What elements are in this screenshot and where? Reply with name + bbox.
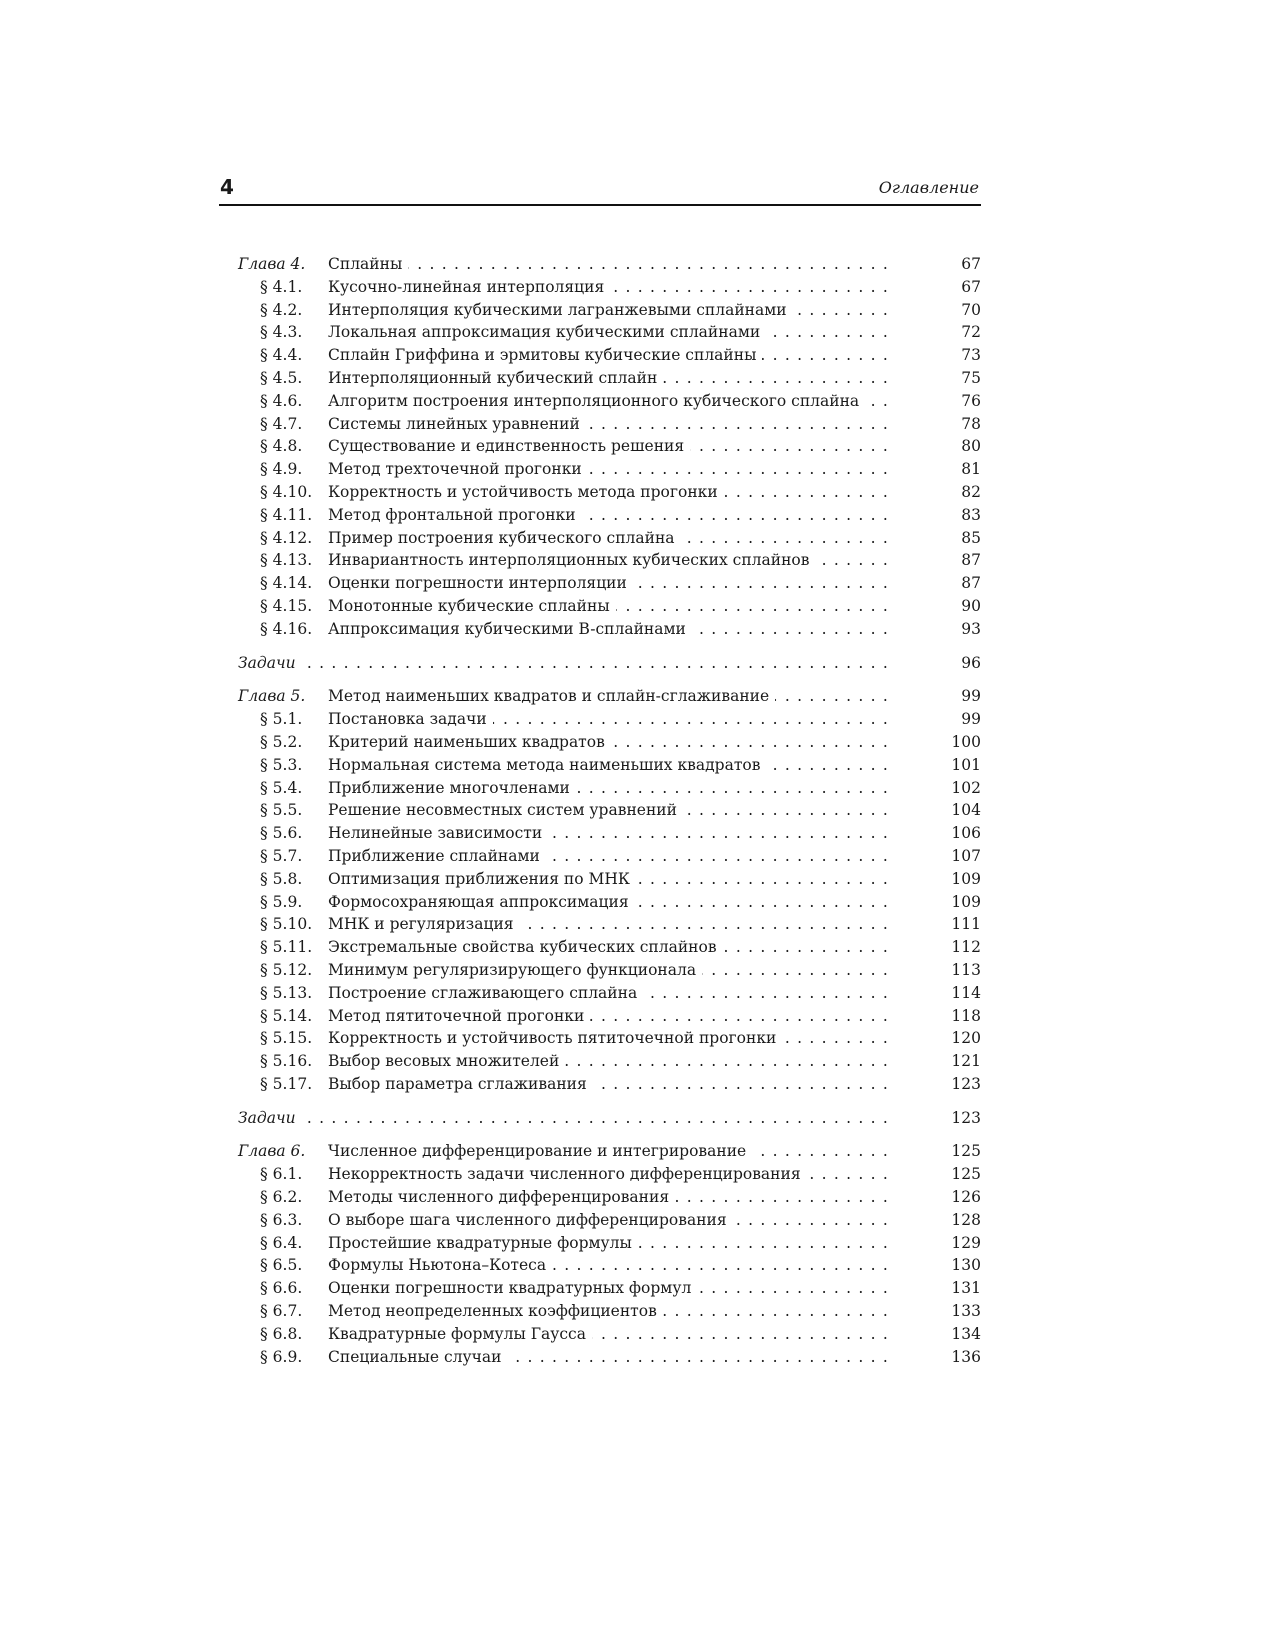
- toc-entry-section: [238, 481, 981, 504]
- toc-entry-page: 120: [951, 1029, 981, 1048]
- toc-entry-page: 121: [951, 1052, 981, 1071]
- toc-entry-page: 99: [961, 687, 981, 706]
- toc-entry-number: Глава 6.: [238, 1142, 306, 1161]
- toc-entry-section: [238, 276, 981, 299]
- toc-entry-title: Алгоритм построения интерполяционного кубического сплайна: [328, 392, 865, 410]
- toc-entry-number: Задачи: [238, 653, 296, 672]
- toc-entry-section: [238, 845, 981, 868]
- toc-entry-title-leader: [328, 1140, 889, 1163]
- toc-entry-title-leader: [328, 982, 889, 1005]
- toc-entry-section: [238, 572, 981, 595]
- toc-entry-title: Системы линейных уравнений: [328, 415, 586, 433]
- toc-entry-page: 128: [951, 1210, 981, 1229]
- toc-entry-title-leader: [328, 754, 889, 777]
- toc-entry-title: Построение сглаживающего сплайна: [328, 984, 643, 1002]
- toc-entry-section: [238, 1073, 981, 1096]
- toc-entry-page: 72: [961, 323, 981, 342]
- toc-entry-number: Задачи: [238, 1108, 296, 1127]
- toc-entry-section: [238, 1346, 981, 1369]
- toc-entry-page: 112: [951, 938, 981, 957]
- toc-entry-problems: [238, 652, 981, 675]
- toc-entry-number: § 6.1.: [260, 1165, 303, 1184]
- toc-entry-section: [238, 390, 981, 413]
- toc-entry-number: § 6.2.: [260, 1188, 303, 1207]
- toc-entry-section: [238, 618, 981, 641]
- toc-entry-page: 87: [961, 574, 981, 593]
- toc-entry-title-leader: [328, 413, 889, 436]
- toc-entry-section: [238, 1186, 981, 1209]
- toc-entry-title-leader: [328, 1163, 889, 1186]
- toc-entry-number: § 5.15.: [260, 1029, 313, 1048]
- toc-entry-page: 67: [961, 255, 981, 273]
- toc-entry-section: [238, 708, 981, 731]
- toc-entry-title: Оптимизация приближения по МНК: [328, 870, 636, 888]
- toc-entry-page: 104: [951, 801, 981, 820]
- toc-entry-title: Минимум регуляризирующего функционала: [328, 961, 702, 979]
- toc-entry-section: [238, 549, 981, 572]
- toc-entry-number: § 4.13.: [260, 551, 313, 570]
- page-number: 4: [220, 175, 234, 199]
- toc-entry-page: 75: [961, 368, 981, 387]
- toc-entry-section: [238, 413, 981, 436]
- toc-entry-number: § 5.10.: [260, 915, 313, 934]
- toc-entry-section: [238, 321, 981, 344]
- toc-entry-title-leader: [328, 868, 889, 891]
- toc-entry-title: Экстремальные свойства кубических сплайнов: [328, 938, 723, 956]
- toc-entry-section: [238, 959, 981, 982]
- toc-entry-number: § 6.3.: [260, 1210, 303, 1229]
- toc-entry-number: § 5.16.: [260, 1052, 313, 1071]
- toc-entry-page: 126: [951, 1188, 981, 1207]
- toc-entry-page: 93: [961, 619, 981, 638]
- toc-entry-page: 111: [951, 915, 981, 934]
- toc-entry-title-leader: [328, 1254, 889, 1277]
- toc-entry-page: 82: [961, 482, 981, 501]
- toc-entry-number: Глава 5.: [238, 687, 306, 706]
- toc-entry-title-leader: [328, 321, 889, 344]
- toc-entry-title-leader: [328, 390, 889, 413]
- toc-entry-number: § 5.5.: [260, 801, 303, 820]
- toc-entry-title-leader: [328, 799, 889, 822]
- toc-entry-number: § 6.4.: [260, 1233, 303, 1252]
- toc-entry-title-leader: [328, 618, 889, 641]
- toc-entry-title-leader: [328, 1186, 889, 1209]
- toc-entry-number: § 4.3.: [260, 323, 303, 342]
- toc-entry-page: 130: [951, 1256, 981, 1275]
- toc-entry-title-leader: [328, 1073, 889, 1096]
- toc-entry-number: § 5.3.: [260, 755, 303, 774]
- toc-entry-title-leader: [328, 822, 889, 845]
- toc-entry-page: 123: [951, 1074, 981, 1093]
- toc-entry-number: § 6.7.: [260, 1302, 303, 1321]
- toc-entry-title-leader: [300, 1107, 889, 1130]
- toc-entry-number: § 5.6.: [260, 824, 303, 843]
- toc-entry-section: [238, 1163, 981, 1186]
- toc-entry-page: 70: [961, 300, 981, 319]
- toc-entry-title: Выбор параметра сглаживания: [328, 1075, 593, 1093]
- toc-entry-title-leader: [328, 435, 889, 458]
- toc-entry-title: Приближение сплайнами: [328, 847, 546, 865]
- toc-entry-title: Оценки погрешности интерполяции: [328, 574, 633, 592]
- toc-entry-number: § 5.11.: [260, 938, 313, 957]
- toc-entry-number: § 4.16.: [260, 619, 313, 638]
- page-header: [219, 176, 981, 206]
- toc-entry-title-leader: [328, 299, 889, 322]
- toc-entry-title: Методы численного дифференцирования: [328, 1188, 675, 1206]
- toc-entry-section: [238, 868, 981, 891]
- toc-entry-title: Решение несовместных систем уравнений: [328, 801, 683, 819]
- toc-entry-title: Некорректность задачи численного дифференцирования: [328, 1165, 807, 1183]
- toc-entry-number: § 5.9.: [260, 892, 303, 911]
- toc-entry-title: Аппроксимация кубическими B-сплайнами: [328, 620, 692, 638]
- toc-entry-title: Метод пятиточечной прогонки: [328, 1007, 590, 1025]
- toc-entry-title: Постановка задачи: [328, 710, 493, 728]
- toc-entry-page: 78: [961, 414, 981, 433]
- toc-entry-page: 80: [961, 437, 981, 456]
- toc-entry-section: [238, 458, 981, 481]
- toc-entry-title-leader: [328, 367, 889, 390]
- toc-entry-title-leader: [328, 1027, 889, 1050]
- toc-entry-chapter: [238, 1140, 981, 1163]
- toc-entry-title: Квадратурные формулы Гаусса: [328, 1325, 592, 1343]
- toc-entry-title: Приближение многочленами: [328, 779, 576, 797]
- toc-entry-number: § 6.5.: [260, 1256, 303, 1275]
- toc-entry-number: § 4.12.: [260, 528, 313, 547]
- toc-entry-number: § 4.15.: [260, 596, 313, 615]
- toc-entry-page: 96: [961, 653, 981, 672]
- toc-entry-title: Пример построения кубического сплайна: [328, 529, 681, 547]
- toc-entry-title-leader: [328, 731, 889, 754]
- toc-entry-page: 99: [961, 710, 981, 729]
- toc-entry-title: Нормальная система метода наименьших квадратов: [328, 756, 766, 774]
- toc-entry-title: Корректность и устойчивость пятиточечной прогонки: [328, 1029, 782, 1047]
- toc-entry-page: 109: [951, 869, 981, 888]
- toc-entry-page: 113: [951, 960, 981, 979]
- toc-entry-number: § 4.14.: [260, 574, 313, 593]
- toc-entry-chapter: [238, 253, 981, 276]
- toc-entry-number: § 5.2.: [260, 732, 303, 751]
- toc-entry-title: Выбор весовых множителей: [328, 1052, 565, 1070]
- toc-entry-title: Метод наименьших квадратов и сплайн-сглаживание: [328, 687, 775, 705]
- toc-entry-section: [238, 1027, 981, 1050]
- toc-entry-number: § 4.4.: [260, 346, 303, 365]
- toc-entry-problems: [238, 1107, 981, 1130]
- toc-entry-number: § 4.6.: [260, 391, 303, 410]
- toc-entry-title-leader: [328, 549, 889, 572]
- toc-entry-page: 109: [951, 892, 981, 911]
- toc-entry-title: [300, 1109, 304, 1127]
- toc-entry-section: [238, 367, 981, 390]
- toc-entry-section: [238, 891, 981, 914]
- toc-entry-title-leader: [328, 845, 889, 868]
- toc-entry-page: 129: [951, 1233, 981, 1252]
- toc-entry-title: Простейшие квадратурные формулы: [328, 1234, 638, 1252]
- toc-entry-chapter: [238, 685, 981, 708]
- toc-entry-title-leader: [328, 708, 889, 731]
- toc-entry-title-leader: [328, 936, 889, 959]
- toc-entry-page: 90: [961, 596, 981, 615]
- toc-entry-section: [238, 777, 981, 800]
- toc-entry-page: 85: [961, 528, 981, 547]
- toc-entry-title: Сплайны: [328, 255, 408, 273]
- toc-entry-title-leader: [328, 344, 889, 367]
- toc-entry-number: § 5.17.: [260, 1074, 313, 1093]
- toc-entry-section: [238, 799, 981, 822]
- toc-entry-title-leader: [328, 777, 889, 800]
- toc-entry-title: Интерполяция кубическими лагранжевыми сплайнами: [328, 301, 793, 319]
- toc-entry-title-leader: [328, 1346, 889, 1369]
- toc-entry-title-leader: [328, 595, 889, 618]
- toc-entry-title: Метод трехточечной прогонки: [328, 460, 588, 478]
- toc-entry-section: [238, 504, 981, 527]
- toc-entry-page: 76: [961, 391, 981, 410]
- toc-entry-number: § 4.2.: [260, 300, 303, 319]
- toc-entry-title-leader: [328, 253, 889, 276]
- toc-entry-section: [238, 527, 981, 550]
- toc-entry-title: Нелинейные зависимости: [328, 824, 548, 842]
- toc-entry-section: [238, 754, 981, 777]
- toc-entry-number: § 4.11.: [260, 505, 313, 524]
- toc-entry-section: [238, 822, 981, 845]
- toc-entry-page: 101: [951, 755, 981, 774]
- toc-entry-title: Локальная аппроксимация кубическими сплайнами: [328, 323, 766, 341]
- toc-entry-title: Интерполяционный кубический сплайн: [328, 369, 663, 387]
- toc-entry-section: [238, 1277, 981, 1300]
- toc-entry-section: [238, 344, 981, 367]
- toc-entry-section: [238, 435, 981, 458]
- toc-entry-title-leader: [328, 504, 889, 527]
- toc-entry-number: § 5.1.: [260, 710, 303, 729]
- toc-entry-title: [300, 654, 304, 672]
- toc-entry-title-leader: [328, 572, 889, 595]
- toc-entry-number: § 5.12.: [260, 960, 313, 979]
- toc-entry-page: 134: [951, 1324, 981, 1343]
- toc-entry-page: 100: [951, 732, 981, 751]
- toc-entry-page: 67: [961, 277, 981, 296]
- toc-entry-title-leader: [328, 959, 889, 982]
- toc-entry-page: 102: [951, 778, 981, 797]
- toc-entry-section: [238, 1005, 981, 1028]
- toc-entry-title: Метод фронтальной прогонки: [328, 506, 582, 524]
- toc-entry-number: § 4.1.: [260, 277, 303, 296]
- toc-entry-section: [238, 1300, 981, 1323]
- toc-entry-title-leader: [328, 1050, 889, 1073]
- toc-entry-title-leader: [328, 481, 889, 504]
- toc-entry-page: 125: [951, 1165, 981, 1184]
- toc-entry-title: Формосохраняющая аппроксимация: [328, 893, 635, 911]
- toc-entry-number: § 5.14.: [260, 1006, 313, 1025]
- toc-entry-number: § 5.8.: [260, 869, 303, 888]
- toc-entry-page: 106: [951, 824, 981, 843]
- toc-entry-page: 73: [961, 346, 981, 365]
- running-title: Оглавление: [878, 178, 979, 197]
- toc-entry-number: § 4.10.: [260, 482, 313, 501]
- toc-entry-page: 136: [951, 1347, 981, 1366]
- toc-entry-title-leader: [328, 1232, 889, 1255]
- toc-entry-page: 114: [951, 983, 981, 1002]
- toc-entry-page: 87: [961, 551, 981, 570]
- toc-entry-title: Инвариантность интерполяционных кубических сплайнов: [328, 551, 816, 569]
- toc-entry-title-leader: [300, 652, 889, 675]
- toc-entry-section: [238, 1209, 981, 1232]
- toc-entry-number: § 5.7.: [260, 846, 303, 865]
- toc-entry-section: [238, 299, 981, 322]
- toc-entry-title: Формулы Ньютона–Котеса: [328, 1256, 552, 1274]
- toc-entry-title: Корректность и устойчивость метода прогонки: [328, 483, 724, 501]
- toc-entry-title: Критерий наименьших квадратов: [328, 733, 611, 751]
- toc-entry-number: § 4.9.: [260, 460, 303, 479]
- toc-entry-title-leader: [328, 1005, 889, 1028]
- toc-entry-title-leader: [328, 1300, 889, 1323]
- table-of-contents: [238, 253, 981, 1368]
- toc-entry-number: § 4.7.: [260, 414, 303, 433]
- toc-entry-section: [238, 1254, 981, 1277]
- toc-entry-title-leader: [328, 458, 889, 481]
- toc-entry-title: Метод неопределенных коэффициентов: [328, 1302, 663, 1320]
- toc-entry-section: [238, 1232, 981, 1255]
- toc-entry-title: МНК и регуляризация: [328, 915, 520, 933]
- toc-entry-title-leader: [328, 913, 889, 936]
- toc-entry-title: Специальные случаи: [328, 1348, 507, 1366]
- toc-entry-title: Существование и единственность решения: [328, 437, 690, 455]
- toc-entry-page: 125: [951, 1142, 981, 1161]
- toc-entry-title-leader: [328, 891, 889, 914]
- toc-entry-title-leader: [328, 527, 889, 550]
- toc-entry-title: Численное дифференцирование и интегрирование: [328, 1142, 752, 1160]
- toc-entry-page: 83: [961, 505, 981, 524]
- toc-entry-title-leader: [328, 685, 889, 708]
- toc-entry-title-leader: [328, 1277, 889, 1300]
- toc-entry-title-leader: [328, 1323, 889, 1346]
- toc-entry-page: 133: [951, 1302, 981, 1321]
- toc-entry-title: Монотонные кубические сплайны: [328, 597, 616, 615]
- toc-entry-section: [238, 1050, 981, 1073]
- toc-entry-page: 118: [951, 1006, 981, 1025]
- toc-entry-number: § 6.9.: [260, 1347, 303, 1366]
- toc-entry-number: § 5.13.: [260, 983, 313, 1002]
- toc-entry-number: Глава 4.: [238, 255, 306, 273]
- toc-entry-section: [238, 595, 981, 618]
- toc-entry-section: [238, 1323, 981, 1346]
- toc-entry-section: [238, 982, 981, 1005]
- toc-entry-title-leader: [328, 276, 889, 299]
- toc-entry-page: 123: [951, 1108, 981, 1127]
- toc-entry-title: О выборе шага численного дифференцирования: [328, 1211, 733, 1229]
- toc-entry-page: 107: [951, 846, 981, 865]
- toc-entry-title: Кусочно-линейная интерполяция: [328, 278, 610, 296]
- toc-entry-page: 131: [951, 1279, 981, 1298]
- toc-entry-section: [238, 731, 981, 754]
- toc-entry-number: § 4.8.: [260, 437, 303, 456]
- toc-entry-title: Сплайн Гриффина и эрмитовы кубические сплайны: [328, 346, 762, 364]
- toc-entry-title-leader: [328, 1209, 889, 1232]
- toc-entry-number: § 5.4.: [260, 778, 303, 797]
- toc-entry-page: 81: [961, 460, 981, 479]
- toc-entry-number: § 6.8.: [260, 1324, 303, 1343]
- toc-entry-title: Оценки погрешности квадратурных формул: [328, 1279, 697, 1297]
- toc-entry-number: § 6.6.: [260, 1279, 303, 1298]
- toc-entry-number: § 4.5.: [260, 368, 303, 387]
- toc-entry-section: [238, 936, 981, 959]
- toc-entry-section: [238, 913, 981, 936]
